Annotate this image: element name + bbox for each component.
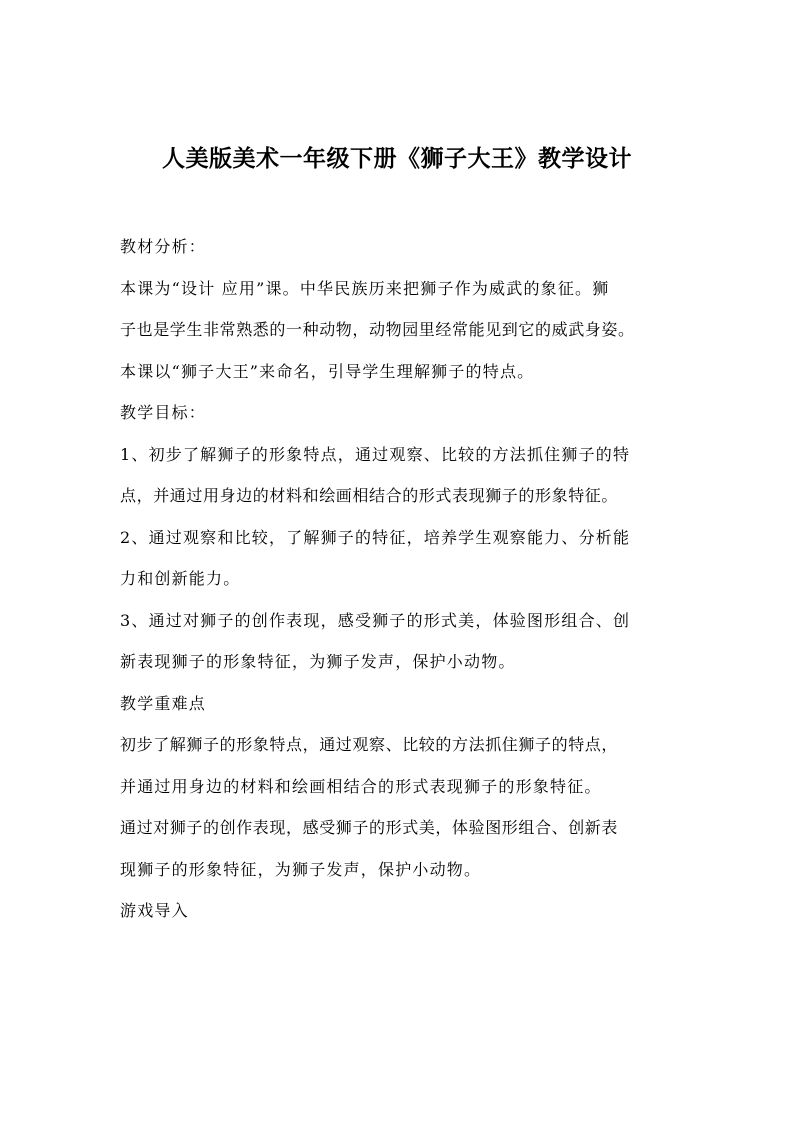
paragraph-line: 本课为“设计 应用”课。中华民族历来把狮子作为威武的象征。狮 — [120, 278, 610, 298]
paragraph-line: 本课以“狮子大王”来命名，引导学生理解狮子的特点。 — [120, 361, 535, 381]
paragraph-line: 现狮子的形象特征，为狮子发声，保护小动物。 — [120, 859, 482, 879]
section-heading-textbook-analysis: 教材分析： — [120, 237, 207, 256]
section-heading-key-points: 教学重难点 — [120, 693, 207, 713]
paragraph-line: 并通过用身边的材料和绘画相结合的形式表现狮子的形象特征。 — [120, 776, 602, 796]
objective-line: 新表现狮子的形象特征，为狮子发声，保护小动物。 — [120, 652, 516, 671]
objective-line: 点，并通过用身边的材料和绘画相结合的形式表现狮子的形象特征。 — [120, 486, 619, 505]
paragraph-line: 子也是学生非常熟悉的一种动物，动物园里经常能见到它的威武身姿。 — [120, 320, 635, 339]
section-heading-game-intro: 游戏导入 — [120, 901, 189, 920]
paragraph-line: 初步了解狮子的形象特点，通过观察、比较的方法抓住狮子的特点， — [120, 735, 619, 754]
objective-line: 3、通过对狮子的创作表现，感受狮子的形式美，体验图形组合、创 — [120, 610, 631, 630]
document-title: 人美版美术一年级下册《狮子大王》教学设计 — [162, 146, 632, 172]
objective-line: 2、通过观察和比较，了解狮子的特征，培养学生观察能力、分析能 — [120, 527, 631, 547]
paragraph-line: 通过对狮子的创作表现，感受狮子的形式美，体验图形组合、创新表 — [120, 818, 619, 837]
section-heading-teaching-objectives: 教学目标： — [120, 403, 207, 422]
objective-line: 1、初步了解狮子的形象特点，通过观察、比较的方法抓住狮子的特 — [120, 444, 631, 464]
objective-line: 力和创新能力。 — [120, 569, 241, 588]
document-body — [120, 226, 680, 932]
